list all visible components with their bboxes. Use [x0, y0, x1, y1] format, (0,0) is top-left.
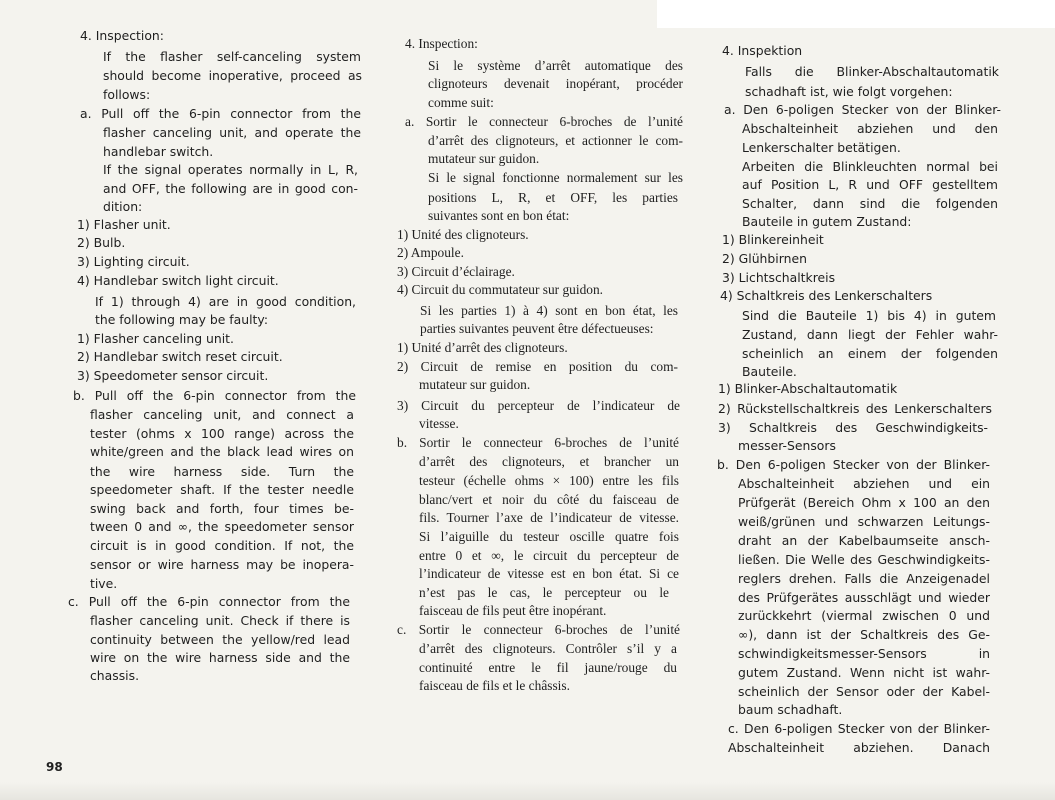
fr-text-line: positions L, R, et OFF, les parties [428, 190, 678, 205]
de-text-line: Bauteile. [742, 364, 797, 379]
en-text-line: tester (ohms x 100 range) across the [90, 426, 354, 441]
en-text-line: swing back and forth, four times be- [90, 501, 354, 516]
fr-text-line: faisceau de fils peut être inopérant. [419, 603, 607, 618]
en-text-line: If the flasher self-canceling system [103, 49, 361, 64]
en-text-line: continuity between the yellow/red lead [90, 632, 350, 647]
en-text-line: chassis. [90, 668, 140, 683]
en-text-line: flasher canceling unit, and connect a [90, 407, 354, 422]
fr-text-line: d’arrêt des clignoteurs, et brancher un [419, 454, 679, 469]
fr-text-line: d’arrêt des clignoteurs. Contrôler s’il y a [419, 641, 677, 656]
fr-text-line: mutateur sur guidon. [419, 377, 531, 392]
en-text-line: 4. Inspection: [80, 28, 164, 43]
en-text-line: handlebar switch. [103, 144, 214, 159]
fr-text-line: Si les parties 1) à 4) sont en bon état, les [420, 303, 678, 318]
de-text-line: 4. Inspektion [722, 43, 803, 58]
fr-text-line: mutateur sur guidon. [428, 151, 540, 166]
fr-text-line: b. Sortir le connecteur 6-broches de l’unité [397, 435, 679, 450]
fr-text-line: Si le système d’arrêt automatique des [428, 58, 683, 73]
en-text-line: 1) Flasher canceling unit. [77, 331, 234, 346]
de-text-line: 3) Lichtschaltkreis [722, 270, 836, 285]
fr-text-line: parties suivantes peuvent être défectueuses: [420, 321, 654, 336]
fr-text-line: testeur (échelle ohms × 100) entre les fils [419, 473, 679, 488]
de-text-line: ließen. Die Welle des Geschwindigkeits- [738, 552, 990, 567]
en-text-line: 1) Flasher unit. [77, 217, 171, 232]
en-text-line: 3) Lighting circuit. [77, 254, 190, 269]
de-text-line: zurückkehrt (viermal zwischen 0 und [738, 608, 990, 623]
fr-text-line: c. Sortir le connecteur 6-broches de l’unité [397, 622, 680, 637]
en-text-line: the following may be faulty: [95, 312, 268, 327]
fr-text-line: 4. Inspection: [405, 36, 478, 51]
en-text-line: dition: [103, 199, 143, 214]
en-text-line: a. Pull off the 6-pin connector from the [80, 106, 361, 121]
fr-text-line: n’est pas le cas, le percepteur ou le [419, 585, 669, 600]
de-text-line: a. Den 6-poligen Stecker von der Blinker- [724, 102, 1001, 117]
fr-text-line: vitesse. [419, 416, 459, 431]
fr-text-line: continuité entre le fil jaune/rouge du [419, 660, 677, 675]
fr-text-line: 2) Circuit de remise en position du com- [397, 359, 678, 374]
fr-text-line: a. Sortir le connecteur 6-broches de l’unité [405, 114, 683, 129]
de-text-line: auf Position L, R und OFF gestelltem [742, 177, 998, 192]
fr-text-line: d’arrêt des clignoteurs, et actionner le com- [428, 133, 683, 148]
en-text-line: flasher canceling unit, and operate the [103, 125, 361, 140]
en-text-line: flasher canceling unit. Check if there is [90, 613, 350, 628]
de-text-line: baum schadhaft. [738, 702, 843, 717]
en-text-line: c. Pull off the 6-pin connector from the [68, 594, 350, 609]
fr-text-line: l’indicateur de vitesse est en bon état. Si ce [419, 566, 679, 581]
fr-text-line: blanc/vert et noir du côté du faisceau de [419, 492, 679, 507]
en-text-line: 4) Handlebar switch light circuit. [77, 273, 279, 288]
scan-margin [657, 0, 1055, 28]
de-text-line: des Prüfgerätes ausschlägt und wieder [738, 590, 990, 605]
en-text-line: 2) Bulb. [77, 235, 126, 250]
de-text-line: schadhaft ist, wie folgt vorgehen: [745, 84, 953, 99]
en-text-line: 2) Handlebar switch reset circuit. [77, 349, 283, 364]
de-text-line: Arbeiten die Blinkleuchten normal bei [742, 159, 998, 174]
de-text-line: 2) Rückstellschaltkreis des Lenkerschalters [718, 401, 992, 416]
de-text-line: scheinlich der Sensor oder der Kabel- [738, 684, 990, 699]
page-number: 98 [46, 760, 63, 774]
de-text-line: scheinlich an einem der folgenden [742, 346, 998, 361]
en-text-line: 3) Speedometer sensor circuit. [77, 368, 269, 383]
en-text-line: tween 0 and ∞, the speedometer sensor [90, 519, 354, 534]
en-text-line: circuit is in good condition. If not, the [90, 538, 354, 553]
fr-text-line: 1) Unité d’arrêt des clignoteurs. [397, 340, 568, 355]
de-text-line: 3) Schaltkreis des Geschwindigkeits- [718, 420, 988, 435]
de-text-line: Zustand, dann liegt der Fehler wahr- [742, 327, 998, 342]
de-text-line: Lenkerschalter betätigen. [742, 140, 901, 155]
fr-text-line: suivantes sont en bon état: [428, 208, 570, 223]
en-text-line: should become inoperative, proceed as [103, 68, 362, 83]
de-text-line: Schalter, dann sind die folgenden [742, 196, 998, 211]
fr-text-line: 3) Circuit d’éclairage. [397, 264, 515, 279]
de-text-line: gutem Zustand. Wenn nicht ist wahr- [738, 665, 990, 680]
de-text-line: Abschalteinheit abziehen. Danach [728, 740, 990, 755]
de-text-line: 1) Blinker-Abschaltautomatik [718, 381, 898, 396]
de-text-line: ∞), dann ist der Schaltkreis des Ge- [738, 627, 990, 642]
en-text-line: follows: [103, 87, 151, 102]
en-text-line: white/green and the black lead wires on [90, 444, 354, 459]
de-text-line: draht an der Kabelbaumseite ansch- [738, 533, 990, 548]
fr-text-line: 3) Circuit du percepteur de l’indicateur de [397, 398, 680, 413]
de-text-line: Falls die Blinker-Abschaltautomatik [745, 64, 999, 79]
de-text-line: messer-Sensors [738, 438, 836, 453]
fr-text-line: 4) Circuit du commutateur sur guidon. [397, 282, 604, 297]
de-text-line: 4) Schaltkreis des Lenkerschalters [720, 288, 933, 303]
en-text-line: b. Pull off the 6-pin connector from the [73, 388, 356, 403]
fr-text-line: 1) Unité des clignoteurs. [397, 227, 529, 242]
en-text-line: wire on the wire harness side and the [90, 650, 350, 665]
en-text-line: If the signal operates normally in L, R, [103, 162, 358, 177]
de-text-line: Sind die Bauteile 1) bis 4) in gutem [742, 308, 996, 323]
de-text-line: 1) Blinkereinheit [722, 232, 824, 247]
fr-text-line: Si l’aiguille du testeur oscille quatre fois [419, 529, 679, 544]
fr-text-line: fils. Tourner l’axe de l’indicateur de vitesse. [419, 510, 679, 525]
de-text-line: schwindigkeitsmesser-Sensors in [738, 646, 990, 661]
en-text-line: tive. [90, 576, 118, 591]
de-text-line: Prüfgerät (Bereich Ohm x 100 an den [738, 495, 990, 510]
de-text-line: Abschalteinheit abziehen und den [742, 121, 998, 136]
de-text-line: 2) Glühbirnen [722, 251, 807, 266]
en-text-line: and OFF, the following are in good con- [103, 181, 358, 196]
de-text-line: weiß/grünen und schwarzen Leitungs- [738, 514, 990, 529]
de-text-line: reglers drehen. Falls die Anzeigenadel [738, 571, 990, 586]
de-text-line: c. Den 6-poligen Stecker von der Blinker- [728, 721, 990, 736]
fr-text-line: 2) Ampoule. [397, 245, 464, 260]
en-text-line: If 1) through 4) are in good condition, [95, 294, 356, 309]
fr-text-line: faisceau de fils et le châssis. [419, 678, 570, 693]
fr-text-line: comme suit: [428, 95, 494, 110]
fr-text-line: clignoteurs devenait inopérant, procéder [428, 76, 683, 91]
de-text-line: Abschalteinheit abziehen und ein [738, 476, 990, 491]
en-text-line: sensor or wire harness may be inopera- [90, 557, 354, 572]
fr-text-line: entre 0 et ∞, le circuit du percepteur de [419, 548, 679, 563]
de-text-line: Bauteile in gutem Zustand: [742, 214, 912, 229]
page-bottom-edge [0, 782, 1055, 800]
fr-text-line: Si le signal fonctionne normalement sur les [428, 170, 683, 185]
en-text-line: the wire harness side. Turn the [90, 464, 354, 479]
en-text-line: speedometer shaft. If the tester needle [90, 482, 354, 497]
de-text-line: b. Den 6-poligen Stecker von der Blinker- [717, 457, 990, 472]
